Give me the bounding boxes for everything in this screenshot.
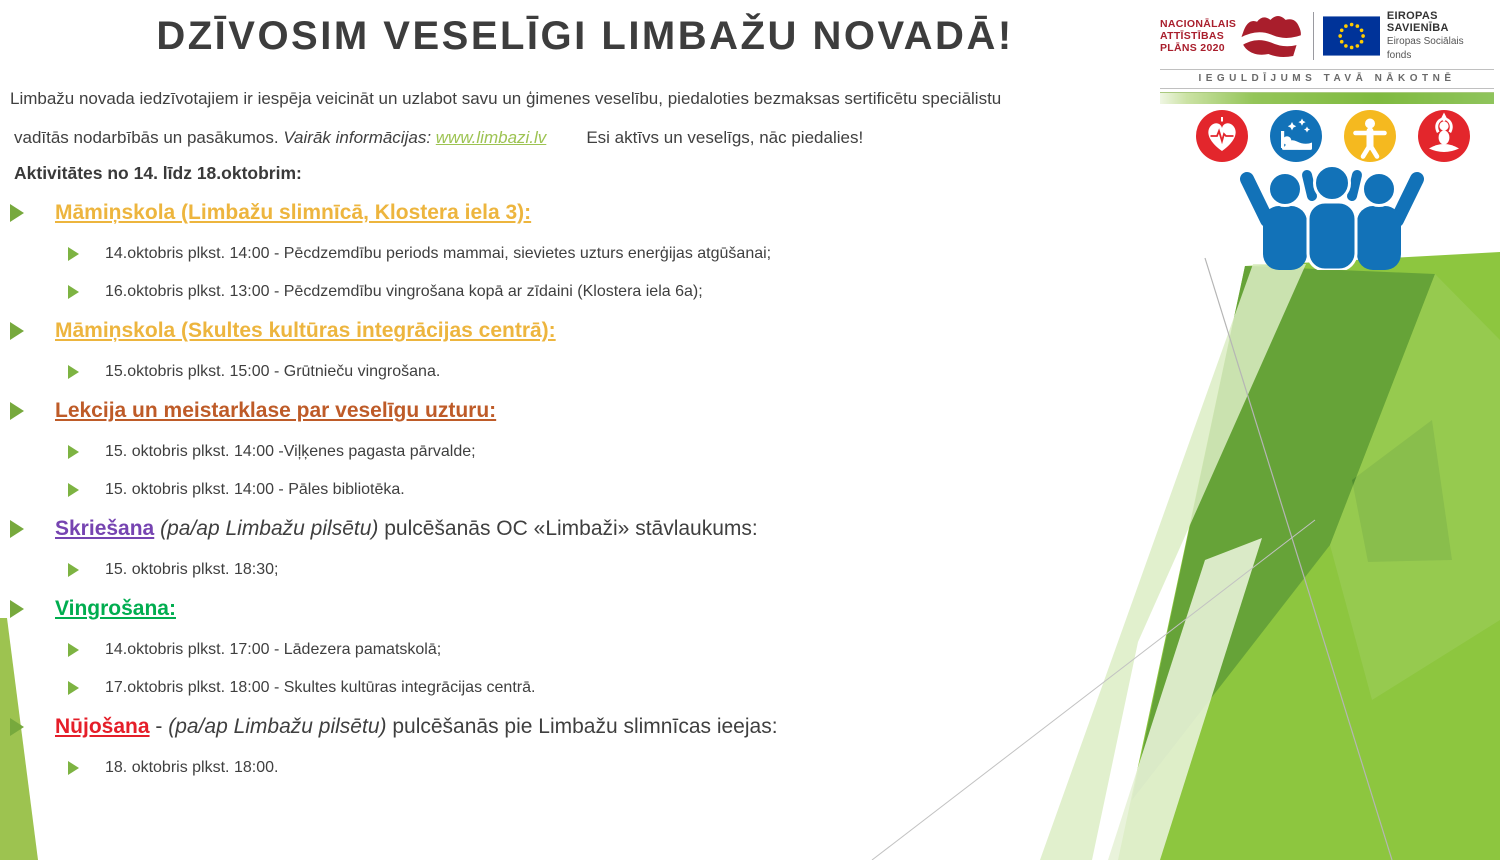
eu-flag-icon [1323, 15, 1380, 57]
list-item [68, 479, 1175, 500]
list-item-text: 14.oktobris plkst. 14:00 - Pēcdzemdību periods mammai, sievietes uzturs enerģijas atgūšanai; [105, 245, 772, 262]
list-item [68, 639, 1175, 660]
list-item [68, 361, 1175, 382]
limbazi-link[interactable]: www.limbazi.lv [435, 128, 547, 147]
bullet-triangle-icon [68, 643, 79, 657]
bullet-triangle-icon [68, 247, 79, 261]
section-heading-separator: - [149, 715, 169, 738]
active-person-icon [1344, 110, 1396, 162]
section-items [0, 441, 1175, 500]
bullet-triangle-icon [10, 520, 24, 538]
activity-section [0, 199, 1175, 302]
eu-title: EIROPAS SAVIENĪBA [1386, 10, 1449, 34]
people-group-icon [1237, 166, 1427, 275]
section-heading-link[interactable]: Māmiņskola (Limbažu slimnīcā, Klostera iela 3): [55, 201, 532, 224]
list-item [68, 757, 1175, 778]
bullet-triangle-icon [10, 322, 24, 340]
section-heading-italic: (pa/ap Limbažu pilsētu) [168, 715, 387, 738]
bullet-triangle-icon [10, 402, 24, 420]
section-heading-rest: pulcēšanās OC «Limbaži» stāvlaukums: [378, 517, 758, 540]
section-heading-row [10, 515, 1175, 542]
section-items [0, 559, 1175, 580]
list-item [68, 559, 1175, 580]
section-heading-link[interactable]: Vingrošana: [55, 597, 176, 620]
green-accent-bar [1160, 92, 1494, 104]
section-heading [55, 397, 496, 424]
bullet-triangle-icon [10, 718, 24, 736]
list-item-text: 15. oktobris plkst. 14:00 -Viļķenes pagasta pārvalde; [105, 443, 476, 460]
eu-sub2: fonds [1386, 50, 1412, 61]
eu-sub1: Eiropas Sociālais [1386, 36, 1464, 47]
yoga-icon [1418, 110, 1470, 162]
list-item-text: 15.oktobris plkst. 15:00 - Grūtnieču vingrošana. [105, 363, 441, 380]
list-item-text: 15. oktobris plkst. 14:00 - Pāles bibliotēka. [105, 481, 405, 498]
list-item [68, 281, 1175, 302]
cta-text: Esi aktīvs un veselīgs, nāc piedalies! [586, 128, 864, 147]
section-heading [55, 515, 758, 542]
eu-logo-text [1387, 10, 1494, 62]
nap-line3: PLĀNS 2020 [1160, 42, 1225, 54]
section-heading-row [10, 199, 1175, 226]
list-item-text: 16.oktobris plkst. 13:00 - Pēcdzemdību vingrošana kopā ar zīdaini (Klostera iela 6a); [105, 283, 703, 300]
list-item-text: 15. oktobris plkst. 18:30; [105, 561, 279, 578]
health-icons-row [1196, 110, 1470, 162]
activity-section [0, 595, 1175, 698]
list-item [68, 243, 1175, 264]
section-items [0, 243, 1175, 302]
nap-line2: ATTĪSTĪBAS [1160, 30, 1225, 42]
bullet-triangle-icon [68, 761, 79, 775]
nap2020-logo-text [1160, 18, 1236, 54]
info-label: Vairāk informācijas: [283, 128, 432, 147]
section-heading [55, 199, 531, 226]
sections [0, 199, 1175, 778]
list-item-text: 17.oktobris plkst. 18:00 - Skultes kultūras integrācijas centrā. [105, 679, 536, 696]
activity-section [0, 713, 1175, 778]
section-heading-link[interactable]: Nūjošana [55, 715, 150, 738]
section-heading-italic: (pa/ap Limbažu pilsētu) [160, 517, 379, 540]
section-items [0, 361, 1175, 382]
activity-section [0, 397, 1175, 500]
list-item [68, 677, 1175, 698]
bullet-triangle-icon [68, 365, 79, 379]
list-item-text: 18. oktobris plkst. 18:00. [105, 759, 279, 776]
nap-line1: NACIONĀLAIS [1160, 18, 1237, 30]
activity-section [0, 317, 1175, 382]
heart-health-icon [1196, 110, 1248, 162]
intro-line2-text: vadītās nodarbībās un pasākumos. [14, 128, 284, 147]
funding-tagline: IEGULDĪJUMS TAVĀ NĀKOTNĒ [1160, 69, 1494, 89]
bullet-triangle-icon [10, 600, 24, 618]
funding-logos [1160, 10, 1494, 104]
list-item-text: 14.oktobris plkst. 17:00 - Lādezera pamatskolā; [105, 641, 442, 658]
section-heading [55, 595, 176, 622]
section-heading-link[interactable]: Māmiņskola (Skultes kultūras integrācijas centrā): [55, 319, 556, 342]
intro-line2 [14, 118, 1175, 157]
section-items [0, 639, 1175, 698]
section-heading [55, 713, 778, 740]
section-heading-link[interactable]: Skriešana [55, 517, 155, 540]
logo-divider [1313, 12, 1314, 60]
bullet-triangle-icon [10, 204, 24, 222]
section-heading-row [10, 595, 1175, 622]
list-item [68, 441, 1175, 462]
section-heading-link[interactable]: Lekcija un meistarklase par veselīgu uzturu: [55, 399, 497, 422]
section-heading-row [10, 713, 1175, 740]
bullet-triangle-icon [68, 285, 79, 299]
bullet-triangle-icon [68, 563, 79, 577]
activities-heading: Aktivitātes no 14. līdz 18.oktobrim: [14, 163, 302, 183]
sleep-icon [1270, 110, 1322, 162]
bullet-triangle-icon [68, 483, 79, 497]
logos-row [1160, 10, 1494, 62]
intro-paragraph [10, 79, 1175, 157]
page-title: DZĪVOSIM VESELĪGI LIMBAŽU NOVADĀ! [156, 14, 1014, 58]
section-heading-row [10, 317, 1175, 344]
section-heading-rest: pulcēšanās pie Limbažu slimnīcas ieejas: [386, 715, 778, 738]
bullet-triangle-icon [68, 445, 79, 459]
section-heading [55, 317, 556, 344]
activity-section [0, 515, 1175, 580]
section-items [0, 757, 1175, 778]
bullet-triangle-icon [68, 681, 79, 695]
intro-line1: Limbažu novada iedzīvotajiem ir iespēja veicināt un uzlabot savu un ģimenes veselību, piedaloties bezmaksas sertificētu speciālistu [10, 89, 1002, 108]
section-heading-row [10, 397, 1175, 424]
latvia-map-icon [1240, 10, 1307, 62]
